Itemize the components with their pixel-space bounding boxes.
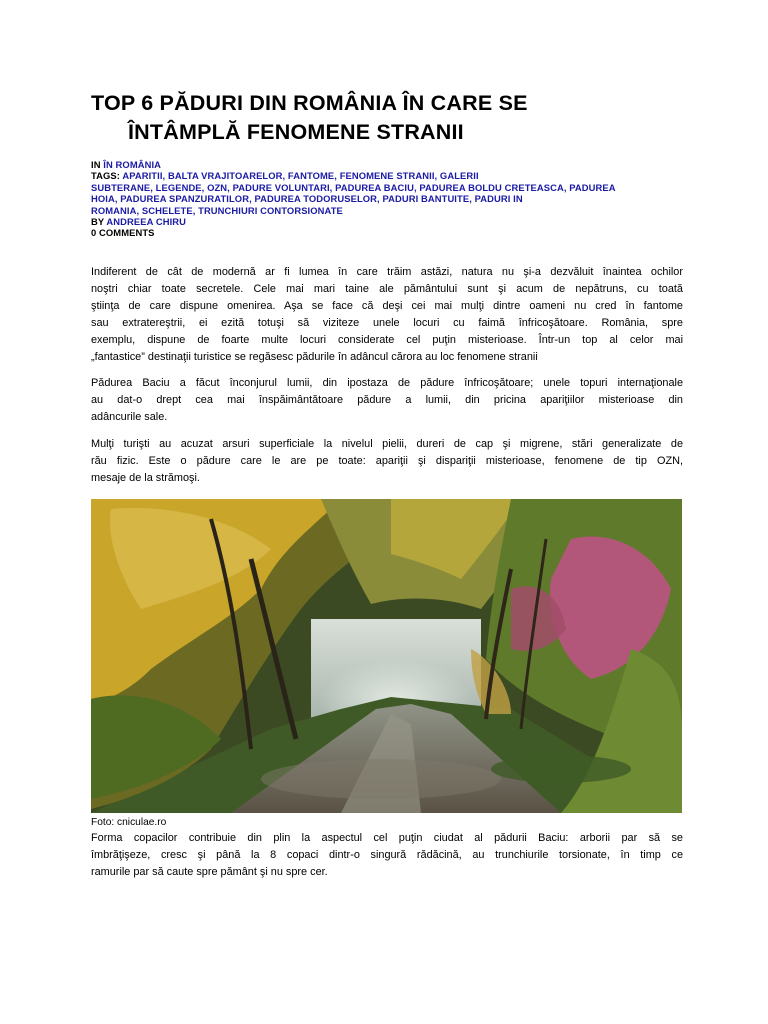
paragraph-trees: [91, 830, 683, 881]
comments-count: 0 COMMENTS: [91, 227, 155, 239]
paragraph-tourists: [91, 436, 683, 487]
author-link[interactable]: ANDREEA CHIRU: [106, 216, 187, 228]
forest-path-image: [91, 499, 682, 813]
paragraph-line: Pădurea Baciu a făcut înconjurul lumii, din ipostaza de pădure înfricoşătoare; unele topuri internaţionale: [91, 377, 683, 389]
tags-line-4: [91, 205, 683, 216]
article-meta: [91, 159, 683, 239]
paragraph-line: ramurile par să caute spre pământ şi nu spre cer.: [91, 866, 328, 878]
paragraph-line: noştri chiar toate secretele. Cele mai mari taine ale pământului sunt şi acum de nepătruns, cu toată: [91, 283, 683, 295]
tags-link-line[interactable]: HOIA, PADUREA SPANZURATILOR, PADUREA TODORUSELOR, PADURI BANTUITE, PADURI IN: [91, 193, 523, 205]
forest-photo: [91, 499, 682, 813]
by-label: BY: [91, 216, 107, 228]
byline: [91, 216, 683, 227]
paragraph-line: Mulţi turişti au acuzat arsuri superficiale la nivelul pielii, dureri de cap şi migrene, stări generalizate de: [91, 438, 683, 450]
page-title: [91, 89, 683, 147]
paragraph-line: Forma copacilor contribuie din plin la aspectul cel puţin ciudat al pădurii Baciu: arborii par să se: [91, 832, 683, 844]
paragraph-line: „fantastice” destinaţii turistice se regăsesc pădurile în adâncul cărora au loc fenomene stranii: [91, 351, 538, 363]
title-line-1: TOP 6 PĂDURI DIN ROMÂNIA ÎN CARE SE: [91, 91, 528, 115]
paragraph-line: adâncurile sale.: [91, 411, 168, 423]
paragraph-line: rău fizic. Este o pădure care le are pe toate: apariţii şi dispariţii misterioase, fenomene de tip OZN,: [91, 455, 683, 467]
title-line-2: ÎNTÂMPLĂ FENOMENE STRANII: [128, 120, 464, 144]
tags-label: TAGS:: [91, 170, 123, 182]
tags-line-2: [91, 182, 683, 193]
paragraph-line: ştiinţa de care dispune omenirea. Aşa se face că deşi cei mai mulţi dintre oameni nu cred în fantome: [91, 300, 683, 312]
paragraph-line: sau extratereştrii, ei ezită totuşi să viziteze unele locuri cu faimă înfricoşătoare. România, spre: [91, 317, 683, 329]
paragraph-baciu: [91, 375, 683, 426]
tags-line-1: [91, 170, 683, 181]
paragraph-line: îmbrăţişeze, cresc şi până la 8 copaci dintr-o singură rădăcină, au trunchiurile torsionate, în timp ce: [91, 849, 683, 861]
paragraph-line: exemplu, dispune de foarte multe locuri considerate cel puţin misterioase. Într-un top al celor mai: [91, 334, 683, 346]
category-line: [91, 159, 683, 170]
photo-caption: Foto: cniculae.ro: [91, 817, 167, 828]
paragraph-line: Indiferent de cât de modernă ar fi lumea în care trăim astăzi, natura nu şi-a dezvăluit înaintea ochilor: [91, 266, 683, 278]
paragraph-line: au dat-o drept cea mai înspăimântătoare pădure a lumii, din pricina apariţiilor misterioase din: [91, 394, 683, 406]
category-link[interactable]: ÎN ROMÂNIA: [103, 159, 162, 170]
paragraph-intro: [91, 264, 683, 366]
tags-link-line[interactable]: APARITII, BALTA VRAJITOARELOR, FANTOME, FENOMENE STRANII, GALERII: [122, 170, 479, 182]
tags-link-line[interactable]: SUBTERANE, LEGENDE, OZN, PADURE VOLUNTARI, PADUREA BACIU, PADUREA BOLDU CRETEASCA, PADUREA: [91, 181, 616, 193]
in-label: IN: [91, 159, 104, 170]
paragraph-line: mesaje de la strămoşi.: [91, 472, 200, 484]
tags-link-line[interactable]: ROMANIA, SCHELETE, TRUNCHIURI CONTORSIONATE: [91, 204, 343, 216]
tags-line-3: [91, 193, 683, 204]
